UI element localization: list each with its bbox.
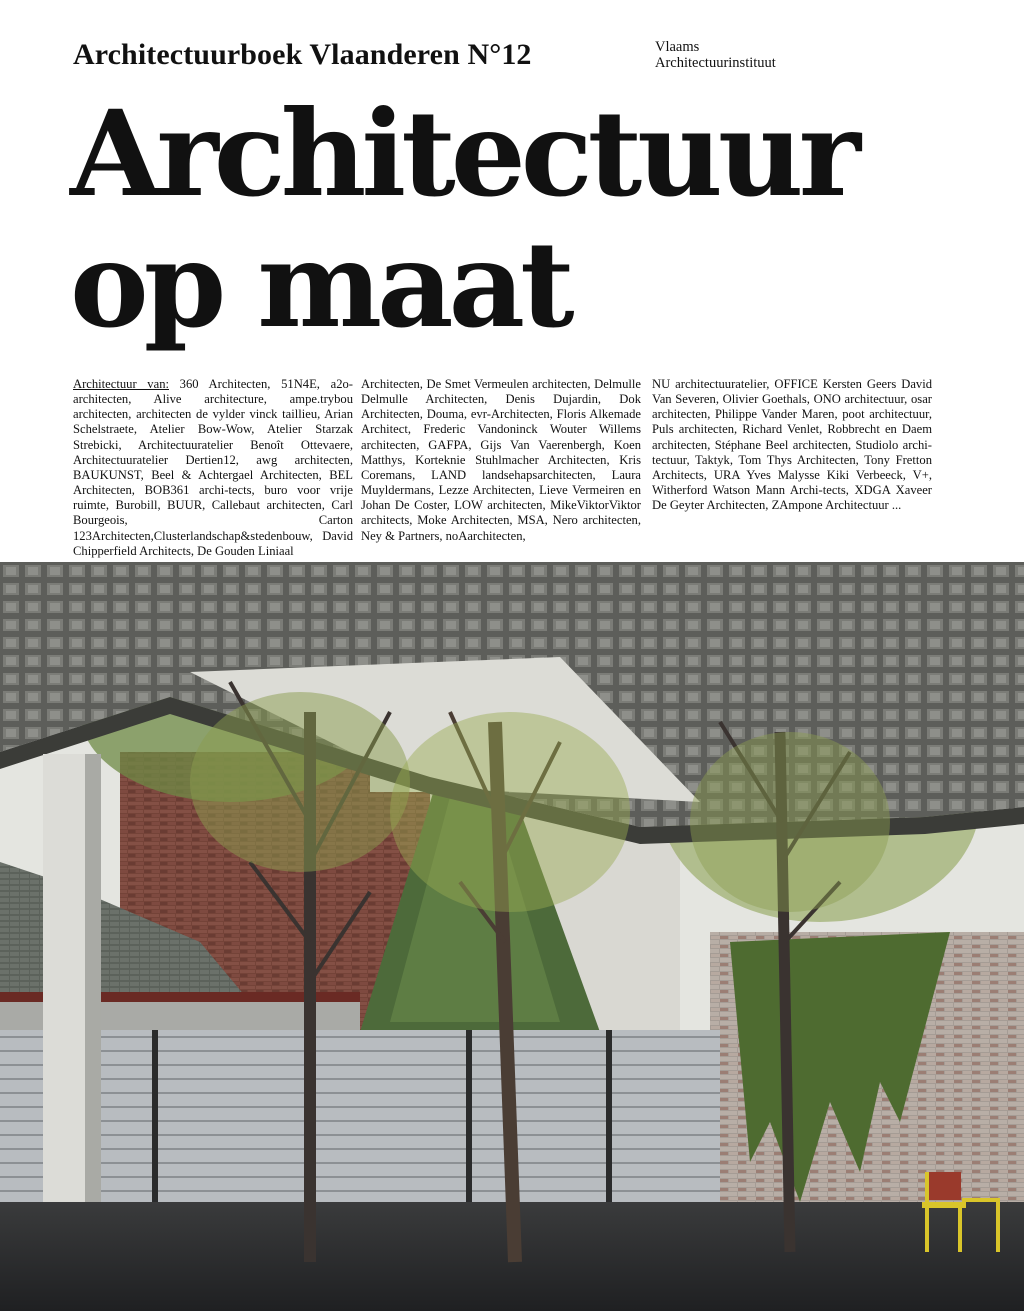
- credits-text-2: Architecten, De Smet Vermeulen architecten, Delmulle Delmulle Architecten, Denis Dujardin, Dok Architecten, Douma, evr-Architecten, Floris Alkemade Architect, Frederic Vandoninck Wouter Willems architecten, GAFPA, Gijs Van Vaerenbergh, Koen Matthys, Korteknie Stuhlmacher Architecten, Kris Coremans, LAND landsehapsarchitecten, Laura Muyldermans, Lezze Architecten, Lieve Vermeiren en Johan De Coster, LOW architecten, MikeViktorViktor architects, Moke Architecten, MSA, Nero architecten, Ney & Partners, noAarchitecten,: [361, 377, 641, 543]
- credits-column-2: [361, 377, 641, 544]
- tree-foliage-left: [190, 692, 410, 872]
- cover-photo: [0, 562, 1024, 1311]
- main-title-line-2: op maat: [70, 215, 570, 354]
- publisher-line-1: Vlaams: [655, 39, 700, 55]
- main-title-line-1: Architectuur: [70, 84, 856, 223]
- credits-column-3: [652, 377, 932, 513]
- publisher: [655, 39, 776, 71]
- credits-text-3: NU architectuuratelier, OFFICE Kersten Geers David Van Severen, Olivier Goethals, ONO architectuur, osar architecten, Philippe Vander Maren, poot architectuur, Puls architecten, Richard Venlet, Robbrecht en Daem architecten, Stéphane Beel architecten, Studiolo archi-tectuur, Taktyk, Tom Thys Architecten, Tony Fretton Architects, URA Yves Malysse Kiki Verbeeck, V+, Witherford Watson Mann Archi-tects, XDGA Xaveer De Geyter Architecten, ZAmpone Architectuur ...: [652, 377, 932, 513]
- credits-text-1: 360 Architecten, 51N4E, a2o-architecten, Alive architecture, ampe.trybou architecten, architecten de vylder vinck taillieu, Arian Schelstraete, Atelier Bow-Wow, Atelier Starzak Strebicki, Architectuuratelier Benoît Ottevaere, Architectuuratelier Dertien12, awg architecten, BAUKUNST, Beel & Achtergael Architecten, BEL Architecten, BOB361 archi-tects, buro voor vrije ruimte, Burobill, BUUR, Callebaut architecten, Carl Bourgeois, Carton 123Architecten,Clusterlandschap&stedenbouw, David Chipperfield Architects, De Gouden Liniaal: [73, 377, 353, 558]
- tree-foliage-right: [690, 732, 890, 912]
- credits-lead-label: Architectuur van:: [73, 377, 169, 391]
- series-title: Architectuurboek Vlaanderen N°12: [73, 38, 532, 71]
- tree-foliage-center: [390, 712, 630, 912]
- main-title: [70, 84, 856, 354]
- publisher-line-2: Architectuurinstituut: [655, 55, 776, 71]
- credits-column-1: [73, 377, 353, 559]
